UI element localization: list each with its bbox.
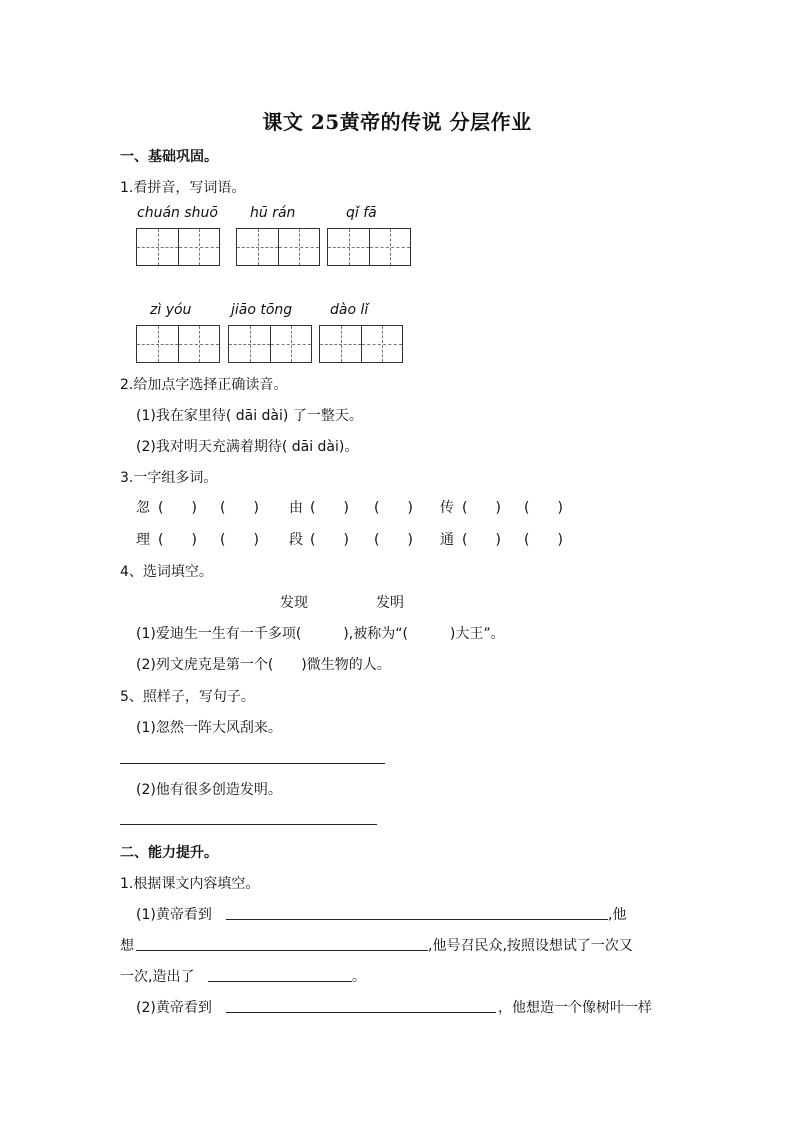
fill-text: (1)黄帝看到 xyxy=(136,907,212,923)
pinyin-label: jiāo tōng xyxy=(231,302,293,318)
question-3-label: 3.一字组多词。 xyxy=(120,470,218,486)
answer-paren[interactable]: ( ) xyxy=(524,532,563,548)
answer-paren[interactable]: ( ) xyxy=(462,500,501,516)
answer-line[interactable] xyxy=(208,981,352,982)
fill-text: 。 xyxy=(352,969,366,985)
answer-paren[interactable]: ( ) xyxy=(524,500,563,516)
writing-grid[interactable] xyxy=(327,228,411,266)
question-5-item: (2)他有很多创造发明。 xyxy=(136,782,282,798)
fill-text: ,他 xyxy=(608,907,627,923)
writing-grid[interactable] xyxy=(236,228,320,266)
writing-grid[interactable] xyxy=(228,325,312,363)
word-char: 传 xyxy=(440,500,454,516)
answer-paren[interactable]: ( ) xyxy=(310,500,349,516)
answer-line[interactable] xyxy=(120,824,377,825)
word-choice: 发现 xyxy=(280,595,308,611)
word-char: 由 xyxy=(289,500,303,516)
question-2-item: (2)我对明天充满着期待( dāi dài)。 xyxy=(136,439,359,455)
question-5-label: 5、照样子，写句子。 xyxy=(120,689,255,705)
answer-paren[interactable]: ( ) xyxy=(374,500,413,516)
answer-line[interactable] xyxy=(136,950,428,951)
question-4-item: (1)爱迪生一生有一千多项( ),被称为“( )大王”。 xyxy=(136,626,505,642)
word-choice: 发明 xyxy=(376,595,404,611)
question-4-item: (2)列文虎克是第一个( )微生物的人。 xyxy=(136,657,391,673)
word-char: 理 xyxy=(136,532,150,548)
word-char: 通 xyxy=(440,532,454,548)
fill-text: ，他想造一个像树叶一样 xyxy=(498,1000,652,1016)
question-1-label: 1.看拼音，写词语。 xyxy=(120,180,246,196)
pinyin-label: dào lǐ xyxy=(330,302,369,318)
pinyin-label: qǐ fā xyxy=(346,205,377,221)
writing-grid[interactable] xyxy=(136,228,220,266)
answer-paren[interactable]: ( ) xyxy=(310,532,349,548)
section-heading-advanced: 二、能力提升。 xyxy=(120,845,218,861)
answer-paren[interactable]: ( ) xyxy=(462,532,501,548)
answer-paren[interactable]: ( ) xyxy=(220,500,259,516)
writing-grid[interactable] xyxy=(319,325,403,363)
answer-line[interactable] xyxy=(120,763,385,764)
word-char: 忽 xyxy=(136,500,150,516)
question-4-label: 4、选词填空。 xyxy=(120,564,213,580)
answer-line[interactable] xyxy=(226,1012,496,1013)
answer-paren[interactable]: ( ) xyxy=(220,532,259,548)
question-5-item: (1)忽然一阵大风刮来。 xyxy=(136,720,282,736)
fill-text: (2)黄帝看到 xyxy=(136,1000,212,1016)
pinyin-label: chuán shuō xyxy=(137,205,218,221)
word-char: 段 xyxy=(289,532,303,548)
fill-text: ,他号召民众,按照设想试了一次又 xyxy=(428,938,633,954)
answer-paren[interactable]: ( ) xyxy=(158,500,197,516)
answer-paren[interactable]: ( ) xyxy=(158,532,197,548)
section-heading-basic: 一、基础巩固。 xyxy=(120,149,218,165)
answer-paren[interactable]: ( ) xyxy=(374,532,413,548)
fill-text: 一次,造出了 xyxy=(120,969,195,985)
page-title: 课文 25黄帝的传说 分层作业 xyxy=(262,110,532,134)
writing-grid[interactable] xyxy=(136,325,220,363)
fill-text: 想 xyxy=(120,938,134,954)
section-2-question-1-label: 1.根据课文内容填空。 xyxy=(120,876,260,892)
question-2-item: (1)我在家里待( dāi dài) 了一整天。 xyxy=(136,408,363,424)
pinyin-label: zì yóu xyxy=(150,302,192,318)
question-2-label: 2.给加点字选择正确读音。 xyxy=(120,377,288,393)
answer-line[interactable] xyxy=(226,919,608,920)
pinyin-label: hū rán xyxy=(250,205,296,221)
